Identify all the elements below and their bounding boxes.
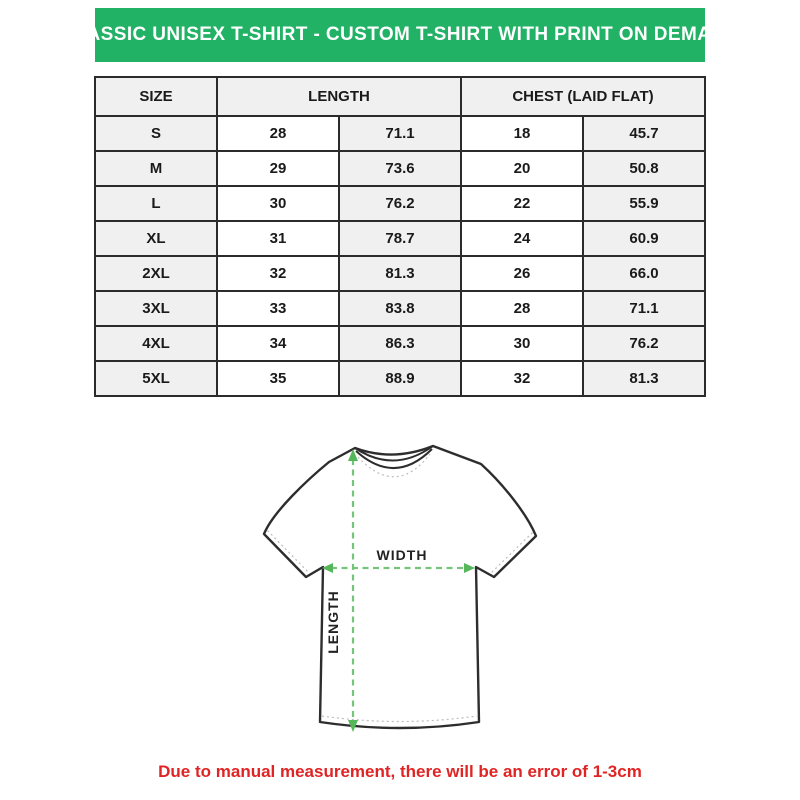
chest-in-cell: 18 bbox=[461, 116, 583, 151]
chest-in-cell: 30 bbox=[461, 326, 583, 361]
table-row bbox=[95, 151, 705, 186]
length-cm-cell: 71.1 bbox=[339, 116, 461, 151]
chest-cm-cell: 76.2 bbox=[583, 326, 705, 361]
table-row bbox=[95, 326, 705, 361]
chest-cm-cell: 60.9 bbox=[583, 221, 705, 256]
size-cell: 5XL bbox=[95, 361, 217, 396]
length-cm-cell: 86.3 bbox=[339, 326, 461, 361]
length-cm-cell: 78.7 bbox=[339, 221, 461, 256]
chest-in-cell: 22 bbox=[461, 186, 583, 221]
length-in-cell: 31 bbox=[217, 221, 339, 256]
table-row bbox=[95, 116, 705, 151]
title-banner bbox=[60, 8, 740, 62]
size-table-container bbox=[94, 76, 706, 397]
table-header-row bbox=[95, 77, 705, 116]
chest-cm-cell: 71.1 bbox=[583, 291, 705, 326]
chest-in-cell: 32 bbox=[461, 361, 583, 396]
size-table-body bbox=[95, 116, 705, 396]
chest-cm-cell: 45.7 bbox=[583, 116, 705, 151]
length-cm-cell: 81.3 bbox=[339, 256, 461, 291]
length-in-cell: 28 bbox=[217, 116, 339, 151]
length-in-cell: 32 bbox=[217, 256, 339, 291]
length-in-cell: 34 bbox=[217, 326, 339, 361]
table-row bbox=[95, 186, 705, 221]
length-in-cell: 33 bbox=[217, 291, 339, 326]
chest-cm-cell: 81.3 bbox=[583, 361, 705, 396]
length-cm-cell: 83.8 bbox=[339, 291, 461, 326]
size-cell: 3XL bbox=[95, 291, 217, 326]
length-in-cell: 29 bbox=[217, 151, 339, 186]
tshirt-diagram bbox=[245, 440, 555, 750]
chest-in-cell: 28 bbox=[461, 291, 583, 326]
size-cell: L bbox=[95, 186, 217, 221]
column-header-chest: CHEST (LAID FLAT) bbox=[461, 77, 705, 116]
chest-in-cell: 26 bbox=[461, 256, 583, 291]
column-header-size: SIZE bbox=[95, 77, 217, 116]
length-in-cell: 30 bbox=[217, 186, 339, 221]
chest-cm-cell: 66.0 bbox=[583, 256, 705, 291]
column-header-length: LENGTH bbox=[217, 77, 461, 116]
length-label: LENGTH bbox=[325, 590, 341, 654]
size-table bbox=[94, 76, 706, 397]
chest-cm-cell: 55.9 bbox=[583, 186, 705, 221]
size-cell: 4XL bbox=[95, 326, 217, 361]
chest-cm-cell: 50.8 bbox=[583, 151, 705, 186]
size-cell: 2XL bbox=[95, 256, 217, 291]
length-cm-cell: 88.9 bbox=[339, 361, 461, 396]
page-title: CLASSIC UNISEX T-SHIRT - CUSTOM T-SHIRT WITH PRINT ON DEMAND bbox=[60, 24, 740, 45]
table-row bbox=[95, 291, 705, 326]
length-in-cell: 35 bbox=[217, 361, 339, 396]
size-cell: M bbox=[95, 151, 217, 186]
measurement-error-note: Due to manual measurement, there will be an error of 1-3cm bbox=[158, 762, 642, 781]
table-row bbox=[95, 361, 705, 396]
width-label: WIDTH bbox=[376, 547, 428, 563]
table-row bbox=[95, 221, 705, 256]
length-cm-cell: 73.6 bbox=[339, 151, 461, 186]
size-cell: S bbox=[95, 116, 217, 151]
chest-in-cell: 24 bbox=[461, 221, 583, 256]
tshirt-illustration bbox=[245, 440, 555, 750]
size-cell: XL bbox=[95, 221, 217, 256]
tshirt-outline bbox=[264, 446, 536, 728]
table-row bbox=[95, 256, 705, 291]
length-cm-cell: 76.2 bbox=[339, 186, 461, 221]
chest-in-cell: 20 bbox=[461, 151, 583, 186]
